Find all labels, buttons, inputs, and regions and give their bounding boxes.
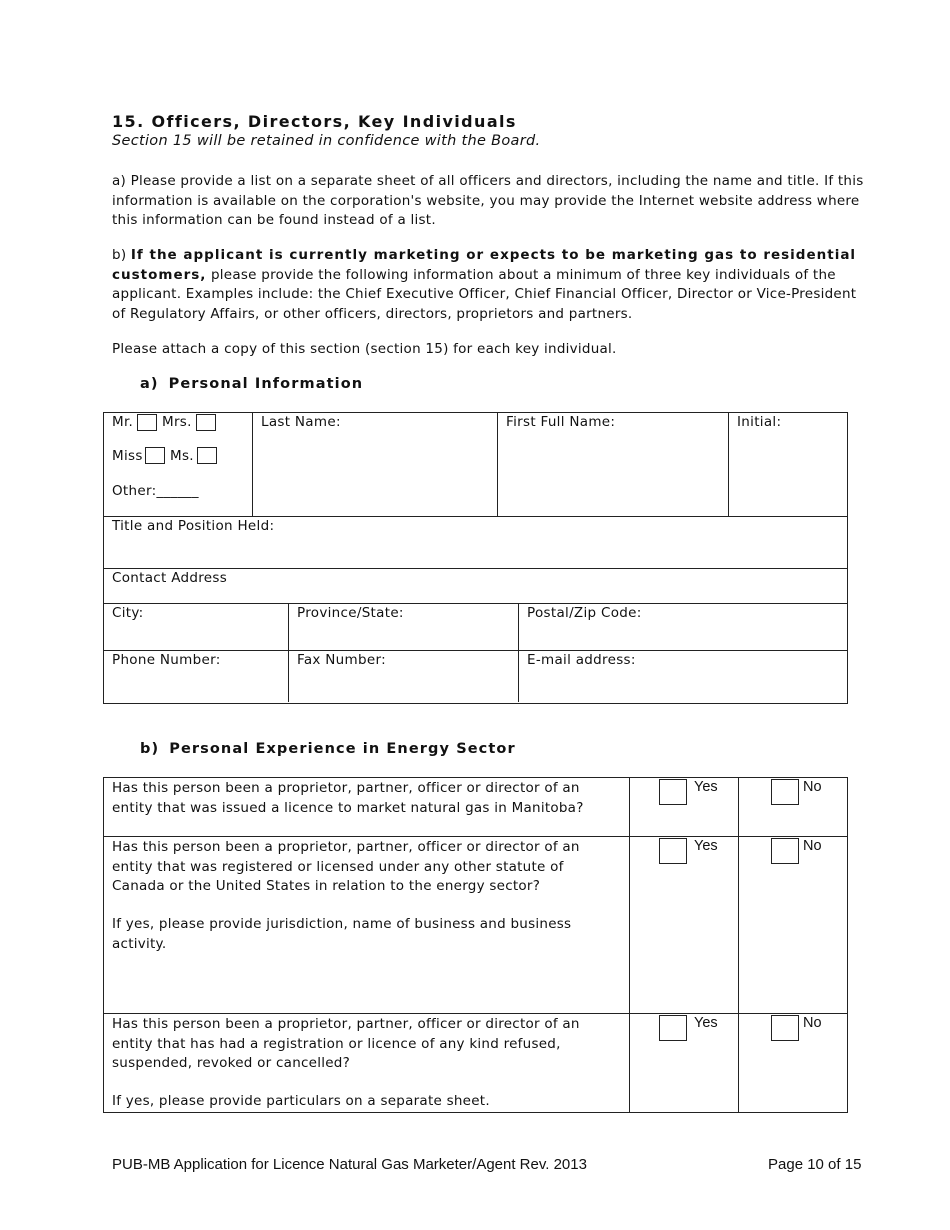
question-1-yes-label: Yes [694,779,718,795]
experience-heading [140,741,516,757]
postal-code-field[interactable]: Postal/Zip Code: [527,605,642,621]
salutation-other-field[interactable]: Other:______ [112,483,199,499]
question-2-note: If yes, please provide jurisdiction, name of business and business activity. [112,916,572,952]
question-3-yes-checkbox[interactable] [659,1015,687,1041]
city-field[interactable]: City: [112,605,144,621]
salutation-mr-checkbox[interactable] [137,414,157,431]
row-divider [103,836,847,837]
paragraph-b-prefix: b) [112,247,127,263]
paragraph-b [112,246,872,324]
col-divider [629,777,630,1112]
col-divider [518,603,519,702]
row-divider [103,650,847,651]
row-divider [103,1013,847,1014]
experience-heading-text: Personal Experience in Energy Sector [169,741,516,757]
paragraph-b-bold: If the applicant is currently marketing or expects to be marketing gas to residential customers, [112,247,857,283]
salutation-mrs-label: Mrs. [162,414,192,430]
contact-address-field[interactable]: Contact Address [112,570,228,586]
personal-info-heading-text: Personal Information [168,376,364,392]
question-2-yes-label: Yes [694,838,718,854]
question-1-no-label: No [803,779,822,795]
section-title: 15. Officers, Directors, Key Individuals [112,112,517,131]
salutation-ms-checkbox[interactable] [197,447,217,464]
row-divider [103,603,847,604]
page-number: Page 10 of 15 [768,1156,862,1173]
question-2: Has this person been a proprietor, partner, officer or director of an entity that was registered or licensed under any other statute of Canada or the United States in relation to the energy sector? [112,839,580,895]
question-2-yes-checkbox[interactable] [659,838,687,864]
experience-heading-num: b) [140,741,160,757]
question-3-yes-label: Yes [694,1015,718,1031]
col-divider [497,412,498,516]
salutation-miss-label: Miss [112,448,143,464]
last-name-field[interactable]: Last Name: [261,414,341,430]
salutation-mr-label: Mr. [112,414,134,430]
salutation-mrs-checkbox[interactable] [196,414,216,431]
row-divider [103,516,847,517]
question-1: Has this person been a proprietor, partner, officer or director of an entity that was issued a licence to market natural gas in Manitoba? [112,780,584,816]
personal-info-heading-num: a) [140,376,159,392]
title-position-field[interactable]: Title and Position Held: [112,518,275,534]
question-1-yes-checkbox[interactable] [659,779,687,805]
phone-field[interactable]: Phone Number: [112,652,221,668]
email-field[interactable]: E-mail address: [527,652,636,668]
question-3-no-checkbox[interactable] [771,1015,799,1041]
question-2-no-checkbox[interactable] [771,838,799,864]
attach-note: Please attach a copy of this section (section 15) for each key individual. [112,341,617,357]
section-subtitle: Section 15 will be retained in confidence with the Board. [112,133,541,149]
question-2-no-label: No [803,838,822,854]
salutation-ms-label: Ms. [170,448,194,464]
footer-title: PUB-MB Application for Licence Natural Gas Marketer/Agent Rev. 2013 [112,1156,587,1173]
initial-field[interactable]: Initial: [737,414,782,430]
col-divider [252,412,253,516]
personal-info-heading [140,376,363,392]
question-3-note: If yes, please provide particulars on a separate sheet. [112,1093,490,1109]
question-1-no-checkbox[interactable] [771,779,799,805]
row-divider [103,568,847,569]
paragraph-b-rest: please provide the following information about a minimum of three key individuals of the applicant. Examples include: the Chief Executive Officer, Chief Financial Officer, Director or Vice-President of Regulatory Affairs, or other officers, directors, proprietors and partners. [112,266,857,322]
question-3-no-label: No [803,1015,822,1031]
col-divider [738,777,739,1112]
province-field[interactable]: Province/State: [297,605,404,621]
paragraph-a: a) Please provide a list on a separate sheet of all officers and directors, including the name and title. If this information is available on the corporation's website, you may provide the Internet website address where this information can be found instead of a list. [112,173,864,229]
first-name-field[interactable]: First Full Name: [506,414,616,430]
col-divider [728,412,729,516]
salutation-miss-checkbox[interactable] [145,447,165,464]
fax-field[interactable]: Fax Number: [297,652,386,668]
question-3: Has this person been a proprietor, partner, officer or director of an entity that has had a registration or licence of any kind refused, suspended, revoked or cancelled? [112,1016,580,1072]
col-divider [288,603,289,702]
